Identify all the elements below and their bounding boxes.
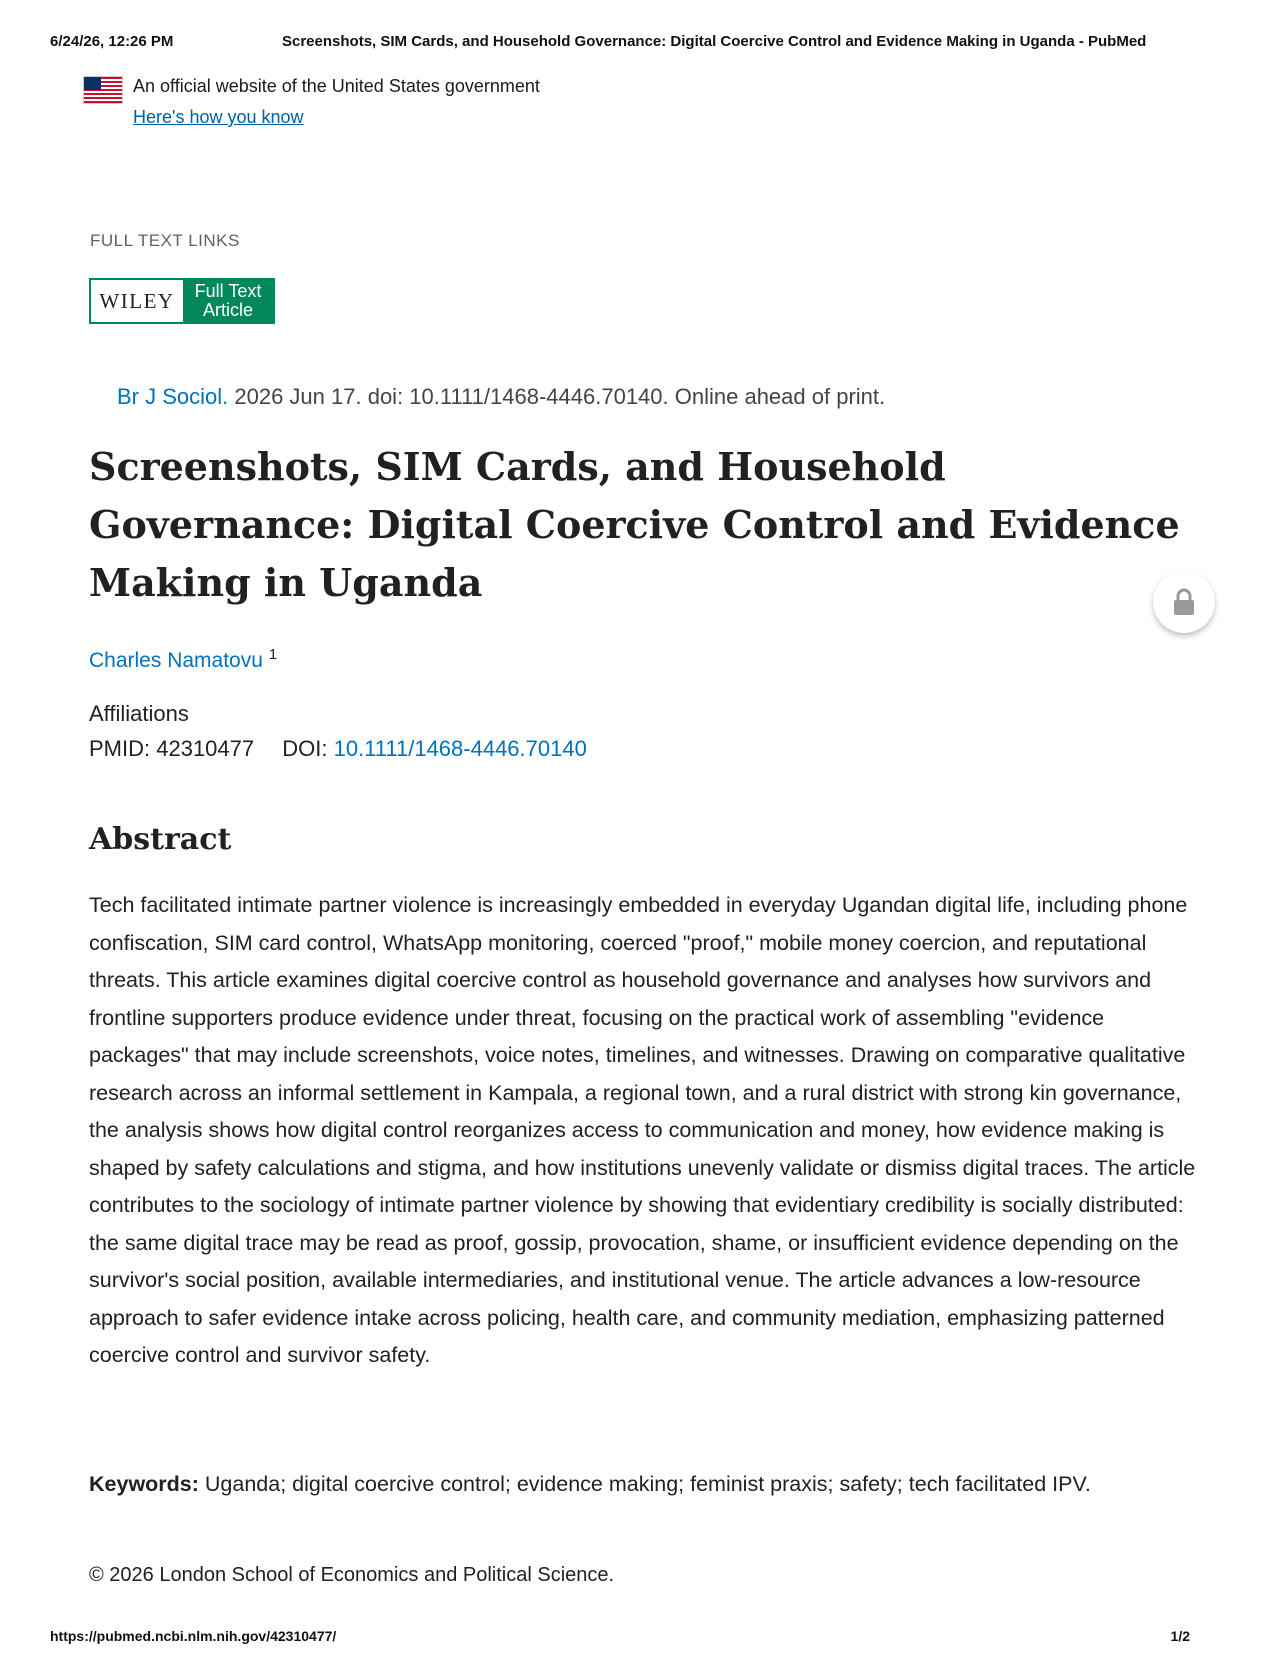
- gov-banner-text: An official website of the United States government: [133, 76, 540, 96]
- author-link[interactable]: Charles Namatovu: [89, 649, 263, 672]
- print-datetime: 6/24/26, 12:26 PM: [50, 33, 174, 50]
- print-page-title: Screenshots, SIM Cards, and Household Governance: Digital Coercive Control and Evidence Making in Uganda - PubMed: [282, 33, 1147, 50]
- print-url: https://pubmed.ncbi.nlm.nih.gov/42310477/: [50, 1628, 337, 1644]
- lock-icon: [1172, 588, 1196, 616]
- article-identifiers: [89, 736, 587, 762]
- access-lock-button[interactable]: [1153, 571, 1215, 633]
- wiley-full-text-button[interactable]: [89, 278, 275, 324]
- full-text-article-label: Full Text Article: [183, 280, 273, 322]
- wiley-logo: WILEY: [91, 280, 183, 322]
- keywords-label: Keywords:: [89, 1472, 199, 1496]
- citation-details: 2026 Jun 17. doi: 10.1111/1468-4446.70140. Online ahead of print.: [228, 384, 886, 409]
- heres-how-you-know-link[interactable]: Here's how you know: [133, 107, 304, 127]
- journal-link[interactable]: Br J Sociol.: [117, 384, 229, 409]
- pmid-value: 42310477: [156, 736, 255, 761]
- print-page-number: 1/2: [1170, 1628, 1190, 1644]
- us-flag-icon: [83, 76, 123, 104]
- author-list: [89, 646, 277, 673]
- author-affiliation-number[interactable]: 1: [268, 646, 278, 663]
- abstract-heading: Abstract: [89, 822, 232, 857]
- pmid-label: PMID:: [89, 736, 157, 761]
- doi-link[interactable]: 10.1111/1468-4446.70140: [333, 736, 587, 761]
- full-text-links-heading: FULL TEXT LINKS: [90, 231, 240, 250]
- article-title: Screenshots, SIM Cards, and Household Governance: Digital Coercive Control and Evidence Making in Uganda: [89, 444, 1180, 605]
- keywords: [89, 1466, 1209, 1504]
- copyright-notice: © 2026 London School of Economics and Political Science.: [89, 1564, 615, 1586]
- citation: [117, 384, 885, 410]
- abstract-text: Tech facilitated intimate partner violence is increasingly embedded in everyday Ugandan digital life, including phone confiscation, SIM card control, WhatsApp monitoring, coerced "proof," mobile money coercion, and reputational threats. This article examines digital coercive control as household governance and analyses how survivors and frontline supporters produce evidence under threat, focusing on the practical work of assembling "evidence packages" that may include screenshots, voice notes, timelines, and witnesses. Drawing on comparative qualitative research across an informal settlement in Kampala, a regional town, and a rural district with strong kin governance, the analysis shows how digital control reorganizes access to communication and money, how evidence making is shaped by safety calculations and stigma, and how institutions unevenly validate or dismiss digital traces. The article contributes to the sociology of intimate partner violence by showing that evidentiary credibility is socially distributed: the same digital trace may be read as proof, gossip, provocation, shame, or insufficient evidence depending on the survivor's social position, available intermediaries, and institutional venue. The article advances a low-resource approach to safer evidence intake across policing, health care, and community mediation, emphasizing patterned coercive control and survivor safety.: [89, 893, 1196, 1367]
- affiliations-toggle[interactable]: Affiliations: [89, 701, 189, 726]
- doi-label: DOI:: [282, 736, 334, 761]
- keywords-text: Uganda; digital coercive control; evidence making; feminist praxis; safety; tech facilitated IPV.: [198, 1472, 1091, 1496]
